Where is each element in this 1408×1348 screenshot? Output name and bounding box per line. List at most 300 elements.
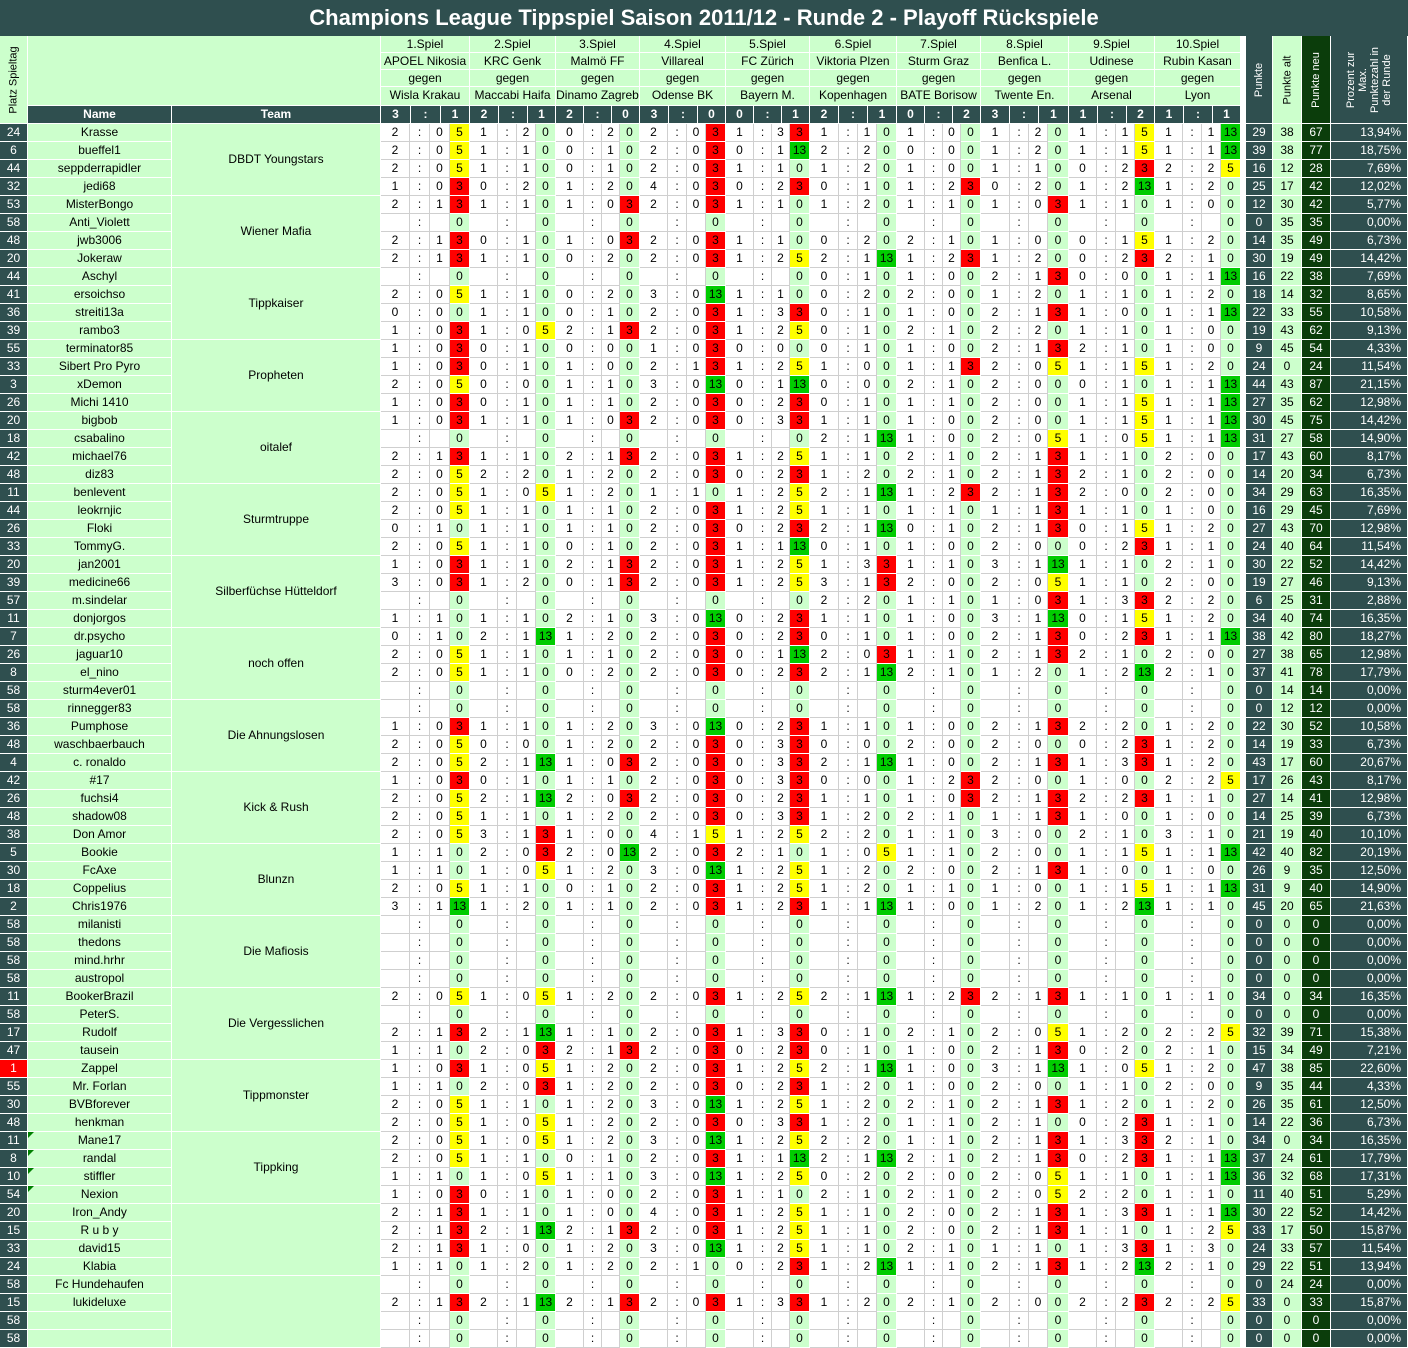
tip-away[interactable] xyxy=(430,916,450,934)
tip-home[interactable] xyxy=(640,592,668,610)
tip-away[interactable]: 0 xyxy=(1029,1024,1048,1042)
tip-home[interactable] xyxy=(981,970,1010,988)
tip-away[interactable]: 2 xyxy=(772,502,790,520)
tip-away[interactable] xyxy=(1029,682,1048,700)
tip-away[interactable]: 0 xyxy=(943,142,961,160)
tip-away[interactable] xyxy=(687,1006,706,1024)
tip-home[interactable]: 0 xyxy=(726,718,754,736)
tip-away[interactable]: 0 xyxy=(943,1204,961,1222)
tip-home[interactable] xyxy=(640,1276,668,1294)
tip-away[interactable]: 1 xyxy=(430,610,450,628)
tip-home[interactable] xyxy=(1069,700,1097,718)
tip-home[interactable]: 1 xyxy=(1069,556,1097,574)
tip-home[interactable]: 2 xyxy=(897,862,925,880)
tip-away[interactable]: 2 xyxy=(1202,286,1221,304)
tip-home[interactable]: 2 xyxy=(897,574,925,592)
tip-away[interactable]: 2 xyxy=(858,1132,877,1150)
tip-away[interactable] xyxy=(602,430,620,448)
tip-away[interactable]: 1 xyxy=(858,124,877,142)
tip-home[interactable]: 1 xyxy=(897,484,925,502)
tip-home[interactable]: 1 xyxy=(556,736,584,754)
tip-away[interactable]: 0 xyxy=(1029,1078,1048,1096)
tip-home[interactable]: 0 xyxy=(1069,1042,1097,1060)
player-name[interactable]: Jokeraw xyxy=(28,250,172,268)
tip-away[interactable]: 1 xyxy=(858,304,877,322)
tip-home[interactable]: 1 xyxy=(1069,862,1097,880)
tip-home[interactable]: 1 xyxy=(381,844,410,862)
tip-away[interactable] xyxy=(1202,214,1221,232)
tip-away[interactable]: 1 xyxy=(1029,502,1048,520)
tip-home[interactable]: 0 xyxy=(556,664,584,682)
player-name[interactable]: waschbaerbauch xyxy=(28,736,172,754)
tip-away[interactable]: 0 xyxy=(687,808,706,826)
tip-home[interactable]: 1 xyxy=(1069,358,1097,376)
tip-home[interactable]: 1 xyxy=(1069,1024,1097,1042)
tip-home[interactable]: 0 xyxy=(897,142,925,160)
tip-home[interactable]: 1 xyxy=(556,358,584,376)
tip-home[interactable]: 2 xyxy=(810,1132,839,1150)
tip-home[interactable] xyxy=(981,934,1010,952)
tip-away[interactable]: 1 xyxy=(1116,196,1135,214)
tip-home[interactable]: 1 xyxy=(1069,1132,1097,1150)
tip-away[interactable]: 0 xyxy=(687,1150,706,1168)
tip-home[interactable]: 2 xyxy=(381,1096,410,1114)
tip-away[interactable]: 2 xyxy=(602,808,620,826)
tip-home[interactable]: 1 xyxy=(1155,232,1183,250)
tip-home[interactable]: 0 xyxy=(726,142,754,160)
tip-home[interactable]: 2 xyxy=(1155,1024,1183,1042)
tip-away[interactable]: 1 xyxy=(602,1222,620,1240)
tip-away[interactable]: 1 xyxy=(943,1132,961,1150)
tip-home[interactable]: 1 xyxy=(556,808,584,826)
tip-home[interactable]: 1 xyxy=(726,1222,754,1240)
tip-away[interactable] xyxy=(1202,934,1221,952)
tip-home[interactable]: 1 xyxy=(1069,1240,1097,1258)
tip-away[interactable]: 1 xyxy=(1202,1150,1221,1168)
tip-away[interactable]: 1 xyxy=(602,1294,620,1312)
tip-home[interactable] xyxy=(556,430,584,448)
tip-away[interactable]: 1 xyxy=(858,610,877,628)
tip-home[interactable]: 1 xyxy=(470,196,498,214)
tip-away[interactable]: 0 xyxy=(430,178,450,196)
tip-home[interactable]: 2 xyxy=(897,1294,925,1312)
tip-away[interactable]: 1 xyxy=(1029,862,1048,880)
tip-home[interactable]: 1 xyxy=(1069,754,1097,772)
tip-home[interactable]: 1 xyxy=(556,394,584,412)
tip-away[interactable]: 2 xyxy=(1116,178,1135,196)
tip-home[interactable]: 1 xyxy=(726,484,754,502)
tip-home[interactable] xyxy=(1069,916,1097,934)
tip-home[interactable]: 1 xyxy=(1069,196,1097,214)
tip-home[interactable]: 1 xyxy=(470,124,498,142)
tip-away[interactable]: 2 xyxy=(943,484,961,502)
tip-away[interactable]: 1 xyxy=(772,1186,790,1204)
tip-away[interactable] xyxy=(1029,916,1048,934)
tip-home[interactable] xyxy=(1155,214,1183,232)
tip-away[interactable] xyxy=(943,1006,961,1024)
tip-away[interactable]: 0 xyxy=(1029,1168,1048,1186)
tip-away[interactable]: 0 xyxy=(687,1042,706,1060)
tip-home[interactable]: 1 xyxy=(1155,268,1183,286)
tip-home[interactable]: 2 xyxy=(640,142,668,160)
tip-away[interactable]: 1 xyxy=(1116,322,1135,340)
tip-away[interactable]: 0 xyxy=(430,808,450,826)
tip-away[interactable]: 1 xyxy=(430,232,450,250)
tip-away[interactable]: 3 xyxy=(772,1294,790,1312)
tip-home[interactable]: 2 xyxy=(640,1186,668,1204)
tip-away[interactable]: 1 xyxy=(602,1042,620,1060)
tip-away[interactable]: 1 xyxy=(602,160,620,178)
tip-away[interactable]: 1 xyxy=(517,448,536,466)
tip-away[interactable]: 2 xyxy=(772,826,790,844)
tip-home[interactable]: 1 xyxy=(1155,862,1183,880)
tip-home[interactable]: 2 xyxy=(470,1042,498,1060)
tip-home[interactable]: 1 xyxy=(810,502,839,520)
tip-home[interactable]: 2 xyxy=(897,1240,925,1258)
tip-away[interactable]: 0 xyxy=(687,574,706,592)
tip-away[interactable]: 1 xyxy=(517,502,536,520)
tip-home[interactable]: 1 xyxy=(470,538,498,556)
tip-away[interactable] xyxy=(943,934,961,952)
tip-away[interactable]: 1 xyxy=(1202,1186,1221,1204)
tip-away[interactable] xyxy=(517,1312,536,1330)
tip-away[interactable]: 0 xyxy=(943,1060,961,1078)
tip-home[interactable]: 1 xyxy=(897,1114,925,1132)
tip-away[interactable]: 2 xyxy=(772,178,790,196)
tip-away[interactable]: 1 xyxy=(517,1294,536,1312)
tip-away[interactable] xyxy=(602,952,620,970)
tip-home[interactable] xyxy=(726,1330,754,1348)
tip-home[interactable]: 1 xyxy=(726,1168,754,1186)
tip-home[interactable]: 0 xyxy=(1069,1114,1097,1132)
tip-home[interactable]: 3 xyxy=(640,286,668,304)
tip-home[interactable]: 0 xyxy=(726,1078,754,1096)
tip-home[interactable] xyxy=(381,592,410,610)
tip-home[interactable]: 2 xyxy=(640,880,668,898)
tip-away[interactable] xyxy=(943,970,961,988)
tip-home[interactable]: 2 xyxy=(981,1294,1010,1312)
tip-away[interactable]: 2 xyxy=(1116,790,1135,808)
tip-away[interactable]: 0 xyxy=(943,1222,961,1240)
tip-away[interactable]: 2 xyxy=(772,1042,790,1060)
tip-away[interactable]: 1 xyxy=(517,646,536,664)
tip-home[interactable]: 1 xyxy=(726,880,754,898)
tip-home[interactable]: 2 xyxy=(381,484,410,502)
tip-home[interactable]: 1 xyxy=(470,664,498,682)
tip-home[interactable] xyxy=(640,214,668,232)
tip-home[interactable]: 2 xyxy=(381,466,410,484)
player-name[interactable]: Zappel xyxy=(28,1060,172,1078)
tip-away[interactable]: 2 xyxy=(602,286,620,304)
tip-away[interactable]: 0 xyxy=(687,304,706,322)
tip-away[interactable]: 2 xyxy=(1116,1042,1135,1060)
tip-away[interactable] xyxy=(772,952,790,970)
tip-away[interactable] xyxy=(1202,1006,1221,1024)
tip-home[interactable]: 2 xyxy=(640,394,668,412)
tip-away[interactable] xyxy=(772,934,790,952)
tip-home[interactable]: 0 xyxy=(810,394,839,412)
tip-away[interactable]: 1 xyxy=(430,1222,450,1240)
player-name[interactable]: mind.hrhr xyxy=(28,952,172,970)
tip-away[interactable] xyxy=(1116,1330,1135,1348)
tip-away[interactable] xyxy=(517,916,536,934)
tip-home[interactable] xyxy=(810,682,839,700)
tip-away[interactable]: 0 xyxy=(430,142,450,160)
tip-home[interactable]: 1 xyxy=(1155,538,1183,556)
tip-away[interactable]: 1 xyxy=(772,1150,790,1168)
tip-home[interactable]: 1 xyxy=(897,250,925,268)
tip-away[interactable]: 0 xyxy=(858,772,877,790)
tip-home[interactable]: 0 xyxy=(381,520,410,538)
tip-away[interactable]: 3 xyxy=(772,304,790,322)
tip-away[interactable]: 0 xyxy=(517,1060,536,1078)
tip-home[interactable]: 2 xyxy=(1155,664,1183,682)
tip-away[interactable]: 2 xyxy=(858,1078,877,1096)
tip-home[interactable]: 2 xyxy=(640,664,668,682)
tip-home[interactable]: 2 xyxy=(897,736,925,754)
tip-away[interactable]: 0 xyxy=(1202,862,1221,880)
player-name[interactable]: milanisti xyxy=(28,916,172,934)
tip-home[interactable]: 2 xyxy=(1069,1294,1097,1312)
player-name[interactable]: terminator85 xyxy=(28,340,172,358)
tip-away[interactable]: 1 xyxy=(772,232,790,250)
tip-home[interactable]: 0 xyxy=(726,178,754,196)
tip-home[interactable]: 0 xyxy=(726,772,754,790)
tip-home[interactable]: 0 xyxy=(810,232,839,250)
tip-away[interactable] xyxy=(858,952,877,970)
tip-home[interactable]: 1 xyxy=(470,1168,498,1186)
tip-away[interactable]: 1 xyxy=(1116,466,1135,484)
tip-home[interactable]: 1 xyxy=(556,1024,584,1042)
tip-away[interactable]: 0 xyxy=(602,196,620,214)
tip-away[interactable] xyxy=(430,1006,450,1024)
tip-home[interactable]: 1 xyxy=(470,142,498,160)
tip-away[interactable]: 2 xyxy=(772,484,790,502)
tip-away[interactable]: 2 xyxy=(858,808,877,826)
tip-away[interactable]: 1 xyxy=(602,502,620,520)
player-name[interactable]: el_nino xyxy=(28,664,172,682)
tip-away[interactable] xyxy=(1029,952,1048,970)
tip-away[interactable]: 0 xyxy=(943,718,961,736)
tip-home[interactable] xyxy=(981,1276,1010,1294)
tip-home[interactable]: 1 xyxy=(897,628,925,646)
tip-away[interactable]: 2 xyxy=(602,718,620,736)
player-name[interactable]: tausein xyxy=(28,1042,172,1060)
tip-away[interactable] xyxy=(772,700,790,718)
tip-home[interactable]: 1 xyxy=(470,484,498,502)
tip-home[interactable]: 2 xyxy=(470,1078,498,1096)
tip-away[interactable]: 2 xyxy=(517,898,536,916)
tip-home[interactable]: 1 xyxy=(897,718,925,736)
tip-home[interactable]: 1 xyxy=(1069,430,1097,448)
tip-home[interactable]: 1 xyxy=(556,232,584,250)
tip-away[interactable]: 1 xyxy=(1202,412,1221,430)
tip-away[interactable]: 2 xyxy=(1116,1186,1135,1204)
tip-home[interactable]: 1 xyxy=(897,844,925,862)
tip-home[interactable]: 1 xyxy=(1155,1222,1183,1240)
tip-home[interactable]: 1 xyxy=(981,502,1010,520)
tip-away[interactable]: 2 xyxy=(772,664,790,682)
tip-home[interactable]: 1 xyxy=(470,808,498,826)
tip-home[interactable]: 1 xyxy=(726,448,754,466)
tip-away[interactable]: 1 xyxy=(1029,304,1048,322)
tip-home[interactable]: 2 xyxy=(381,1222,410,1240)
tip-away[interactable] xyxy=(1029,1330,1048,1348)
tip-home[interactable]: 2 xyxy=(556,1222,584,1240)
tip-away[interactable]: 0 xyxy=(687,124,706,142)
tip-home[interactable]: 1 xyxy=(726,286,754,304)
tip-away[interactable]: 0 xyxy=(517,1078,536,1096)
tip-home[interactable]: 1 xyxy=(1069,988,1097,1006)
tip-home[interactable]: 1 xyxy=(726,358,754,376)
tip-away[interactable]: 1 xyxy=(430,1294,450,1312)
player-name[interactable]: Krasse xyxy=(28,124,172,142)
tip-home[interactable]: 1 xyxy=(1155,124,1183,142)
tip-away[interactable] xyxy=(943,916,961,934)
tip-away[interactable]: 1 xyxy=(1202,628,1221,646)
tip-home[interactable]: 2 xyxy=(381,754,410,772)
tip-away[interactable]: 1 xyxy=(943,826,961,844)
tip-away[interactable]: 1 xyxy=(858,1240,877,1258)
tip-home[interactable]: 1 xyxy=(556,1114,584,1132)
tip-away[interactable] xyxy=(1029,934,1048,952)
tip-away[interactable]: 1 xyxy=(517,304,536,322)
tip-away[interactable]: 1 xyxy=(517,160,536,178)
tip-away[interactable]: 0 xyxy=(517,736,536,754)
tip-home[interactable]: 1 xyxy=(810,358,839,376)
tip-away[interactable]: 1 xyxy=(943,394,961,412)
tip-away[interactable]: 1 xyxy=(517,250,536,268)
tip-home[interactable]: 2 xyxy=(381,232,410,250)
tip-home[interactable]: 1 xyxy=(1155,844,1183,862)
player-name[interactable]: michael76 xyxy=(28,448,172,466)
tip-away[interactable]: 2 xyxy=(858,1114,877,1132)
tip-away[interactable] xyxy=(430,1330,450,1348)
tip-away[interactable]: 0 xyxy=(430,304,450,322)
tip-home[interactable]: 1 xyxy=(1155,610,1183,628)
tip-home[interactable]: 2 xyxy=(726,844,754,862)
tip-away[interactable]: 2 xyxy=(1202,592,1221,610)
tip-home[interactable]: 1 xyxy=(470,1204,498,1222)
tip-home[interactable]: 1 xyxy=(1155,322,1183,340)
tip-away[interactable]: 2 xyxy=(517,124,536,142)
tip-home[interactable] xyxy=(381,1330,410,1348)
player-name[interactable]: leokrnjic xyxy=(28,502,172,520)
tip-away[interactable]: 0 xyxy=(430,376,450,394)
tip-away[interactable]: 1 xyxy=(1029,448,1048,466)
tip-home[interactable]: 2 xyxy=(897,1024,925,1042)
tip-away[interactable] xyxy=(1116,934,1135,952)
tip-away[interactable]: 1 xyxy=(517,610,536,628)
tip-away[interactable]: 1 xyxy=(430,844,450,862)
tip-away[interactable]: 2 xyxy=(772,520,790,538)
tip-home[interactable] xyxy=(381,1276,410,1294)
tip-away[interactable]: 0 xyxy=(1029,376,1048,394)
tip-home[interactable]: 2 xyxy=(1155,772,1183,790)
tip-home[interactable]: 1 xyxy=(470,286,498,304)
tip-away[interactable] xyxy=(430,1312,450,1330)
tip-home[interactable]: 0 xyxy=(810,538,839,556)
tip-away[interactable] xyxy=(687,700,706,718)
tip-away[interactable]: 0 xyxy=(517,988,536,1006)
tip-home[interactable]: 0 xyxy=(556,304,584,322)
tip-home[interactable]: 0 xyxy=(556,880,584,898)
tip-away[interactable]: 2 xyxy=(517,1258,536,1276)
tip-home[interactable] xyxy=(640,430,668,448)
tip-home[interactable]: 2 xyxy=(897,286,925,304)
tip-home[interactable] xyxy=(381,682,410,700)
tip-home[interactable] xyxy=(381,970,410,988)
tip-home[interactable]: 1 xyxy=(556,376,584,394)
tip-away[interactable]: 1 xyxy=(1202,430,1221,448)
tip-home[interactable]: 2 xyxy=(640,1024,668,1042)
player-name[interactable]: Anti_Violett xyxy=(28,214,172,232)
tip-home[interactable]: 1 xyxy=(1069,1222,1097,1240)
tip-home[interactable]: 1 xyxy=(981,1240,1010,1258)
tip-away[interactable]: 0 xyxy=(1116,862,1135,880)
tip-home[interactable]: 0 xyxy=(726,1258,754,1276)
tip-away[interactable] xyxy=(772,916,790,934)
tip-home[interactable]: 1 xyxy=(726,1150,754,1168)
tip-away[interactable]: 0 xyxy=(602,826,620,844)
tip-away[interactable]: 2 xyxy=(1029,178,1048,196)
tip-home[interactable]: 1 xyxy=(470,448,498,466)
tip-home[interactable]: 1 xyxy=(1155,142,1183,160)
tip-home[interactable]: 1 xyxy=(556,1258,584,1276)
tip-home[interactable]: 1 xyxy=(1069,808,1097,826)
tip-away[interactable]: 2 xyxy=(943,250,961,268)
tip-home[interactable]: 1 xyxy=(726,898,754,916)
tip-home[interactable]: 1 xyxy=(556,1168,584,1186)
tip-away[interactable] xyxy=(430,952,450,970)
tip-home[interactable]: 1 xyxy=(810,1258,839,1276)
tip-away[interactable] xyxy=(602,970,620,988)
player-name[interactable]: PeterS. xyxy=(28,1006,172,1024)
tip-home[interactable]: 1 xyxy=(810,898,839,916)
tip-home[interactable]: 1 xyxy=(897,394,925,412)
tip-away[interactable]: 0 xyxy=(1029,880,1048,898)
tip-away[interactable]: 1 xyxy=(602,520,620,538)
tip-away[interactable]: 1 xyxy=(1116,844,1135,862)
tip-away[interactable]: 0 xyxy=(1029,736,1048,754)
tip-away[interactable] xyxy=(772,682,790,700)
tip-home[interactable] xyxy=(640,700,668,718)
tip-away[interactable] xyxy=(517,1276,536,1294)
tip-away[interactable] xyxy=(772,592,790,610)
tip-away[interactable]: 1 xyxy=(1202,880,1221,898)
tip-home[interactable] xyxy=(726,970,754,988)
tip-away[interactable]: 2 xyxy=(1029,664,1048,682)
tip-away[interactable]: 0 xyxy=(687,1132,706,1150)
tip-home[interactable] xyxy=(1069,970,1097,988)
tip-home[interactable]: 2 xyxy=(981,412,1010,430)
tip-home[interactable] xyxy=(1155,682,1183,700)
tip-away[interactable] xyxy=(943,214,961,232)
tip-away[interactable] xyxy=(430,934,450,952)
tip-away[interactable]: 1 xyxy=(687,826,706,844)
tip-home[interactable] xyxy=(470,970,498,988)
tip-home[interactable]: 1 xyxy=(1069,142,1097,160)
tip-away[interactable]: 2 xyxy=(517,466,536,484)
tip-away[interactable]: 2 xyxy=(772,1204,790,1222)
tip-away[interactable] xyxy=(602,682,620,700)
tip-away[interactable]: 1 xyxy=(1029,1042,1048,1060)
tip-home[interactable]: 2 xyxy=(981,394,1010,412)
tip-away[interactable]: 1 xyxy=(1116,502,1135,520)
tip-home[interactable] xyxy=(470,1276,498,1294)
tip-home[interactable]: 1 xyxy=(810,1204,839,1222)
tip-away[interactable]: 0 xyxy=(1029,772,1048,790)
